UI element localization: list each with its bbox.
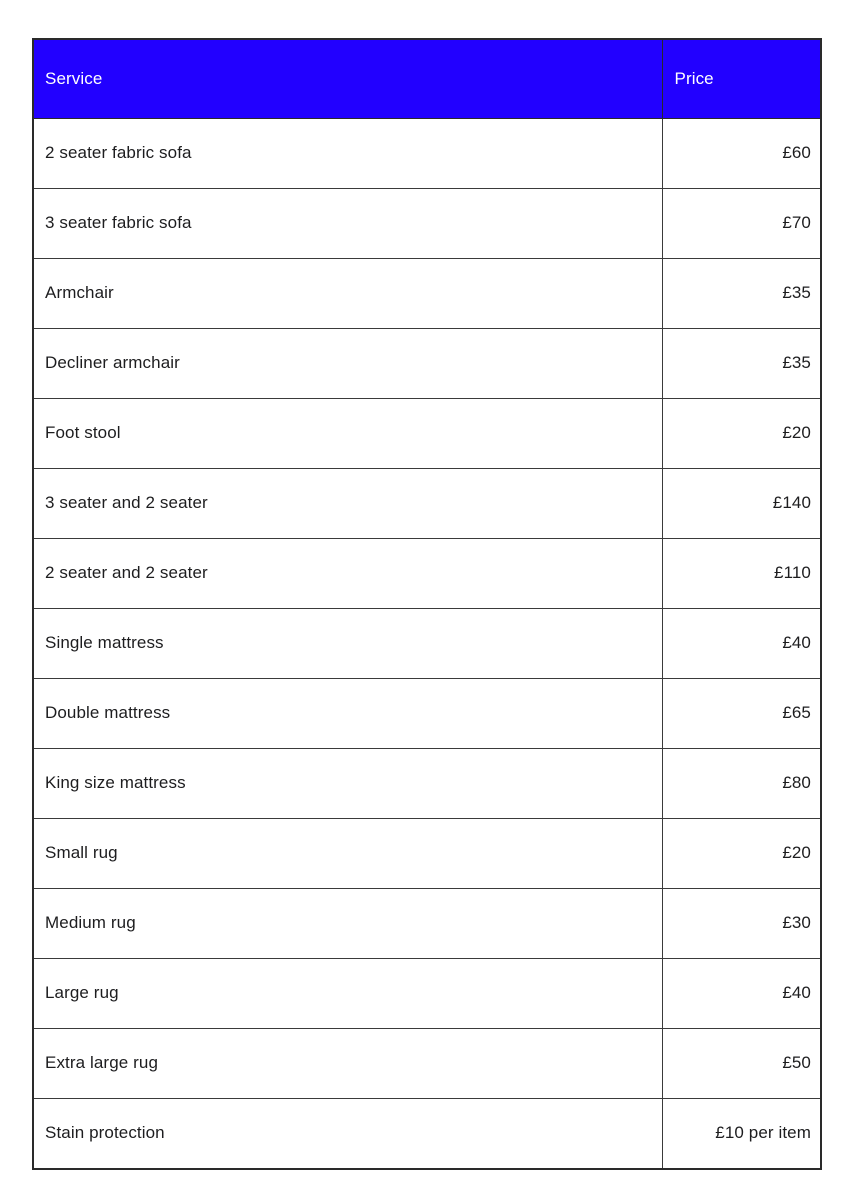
cell-service: Stain protection bbox=[33, 1099, 662, 1170]
cell-price: £110 bbox=[662, 539, 821, 609]
column-header-service: Service bbox=[33, 39, 662, 119]
cell-price: £140 bbox=[662, 469, 821, 539]
table-row bbox=[33, 329, 821, 399]
cell-price: £70 bbox=[662, 189, 821, 259]
cell-price: £20 bbox=[662, 819, 821, 889]
table-body bbox=[33, 119, 821, 1170]
table-row bbox=[33, 749, 821, 819]
cell-price: £20 bbox=[662, 399, 821, 469]
service-price-table bbox=[32, 38, 822, 1170]
column-header-price: Price bbox=[662, 39, 821, 119]
table-header bbox=[33, 39, 821, 119]
table-row bbox=[33, 119, 821, 189]
cell-price: £10 per item bbox=[662, 1099, 821, 1170]
table-row bbox=[33, 959, 821, 1029]
cell-price: £60 bbox=[662, 119, 821, 189]
cell-service: 3 seater fabric sofa bbox=[33, 189, 662, 259]
table-row bbox=[33, 539, 821, 609]
cell-service: 3 seater and 2 seater bbox=[33, 469, 662, 539]
cell-price: £40 bbox=[662, 959, 821, 1029]
price-table-container bbox=[32, 38, 820, 1170]
table-row bbox=[33, 609, 821, 679]
cell-service: Medium rug bbox=[33, 889, 662, 959]
cell-service: Small rug bbox=[33, 819, 662, 889]
cell-service: 2 seater fabric sofa bbox=[33, 119, 662, 189]
table-header-row bbox=[33, 39, 821, 119]
table-row bbox=[33, 399, 821, 469]
table-row bbox=[33, 889, 821, 959]
table-row bbox=[33, 259, 821, 329]
cell-service: Extra large rug bbox=[33, 1029, 662, 1099]
table-row bbox=[33, 679, 821, 749]
cell-service: Armchair bbox=[33, 259, 662, 329]
table-row bbox=[33, 1029, 821, 1099]
cell-service: Decliner armchair bbox=[33, 329, 662, 399]
table-row bbox=[33, 819, 821, 889]
cell-price: £35 bbox=[662, 259, 821, 329]
cell-price: £80 bbox=[662, 749, 821, 819]
cell-service: King size mattress bbox=[33, 749, 662, 819]
cell-service: 2 seater and 2 seater bbox=[33, 539, 662, 609]
cell-price: £50 bbox=[662, 1029, 821, 1099]
table-row bbox=[33, 1099, 821, 1170]
table-row bbox=[33, 189, 821, 259]
cell-price: £30 bbox=[662, 889, 821, 959]
cell-service: Single mattress bbox=[33, 609, 662, 679]
cell-price: £35 bbox=[662, 329, 821, 399]
cell-price: £65 bbox=[662, 679, 821, 749]
cell-price: £40 bbox=[662, 609, 821, 679]
cell-service: Double mattress bbox=[33, 679, 662, 749]
cell-service: Foot stool bbox=[33, 399, 662, 469]
cell-service: Large rug bbox=[33, 959, 662, 1029]
table-row bbox=[33, 469, 821, 539]
